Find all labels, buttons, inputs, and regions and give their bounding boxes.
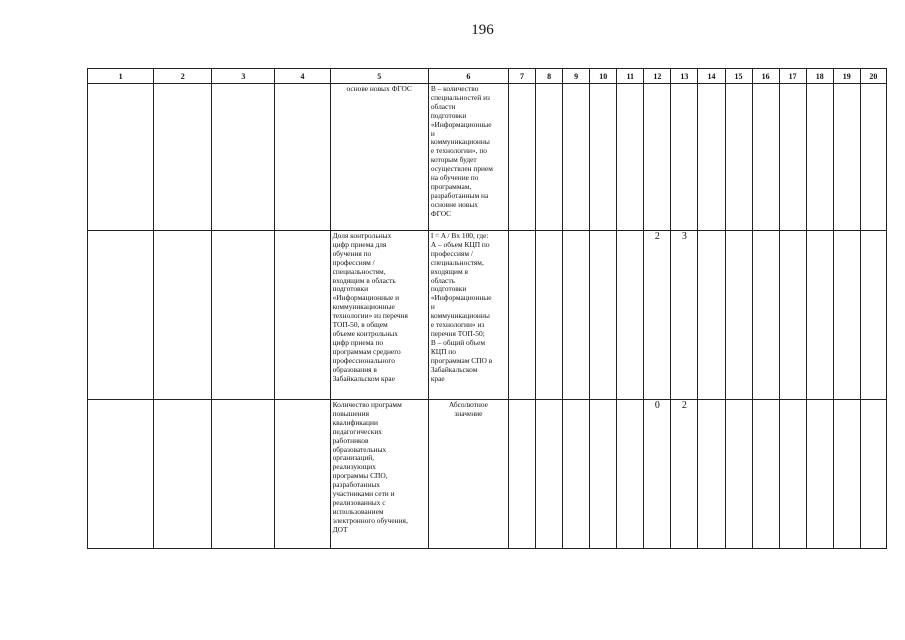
table-cell bbox=[806, 84, 833, 231]
value-cell-col12: 2 bbox=[644, 231, 671, 400]
table-cell bbox=[833, 400, 860, 549]
table-cell bbox=[617, 231, 644, 400]
indicator-name-cell bbox=[330, 400, 428, 549]
calculation-method-cell bbox=[428, 400, 508, 549]
table-cell bbox=[212, 400, 275, 549]
calculation-method-text: I = A / Bх 100, где: А – объем КЦП по профессиям / специальностям, входящим в область подготовки «Информационные и коммуникационны е технологии» из перечня ТОП-50; В – общий объем КЦП по программам СПО в Забайкальском крае bbox=[430, 231, 493, 383]
table-cell bbox=[509, 84, 536, 231]
table-cell bbox=[725, 84, 752, 231]
calculation-method-cell bbox=[428, 84, 508, 231]
calculation-method-cell bbox=[428, 231, 508, 400]
calculation-method-text: Абсолютное значение bbox=[448, 400, 488, 418]
table-cell bbox=[563, 400, 590, 549]
table-row bbox=[88, 400, 887, 549]
table-cell bbox=[88, 84, 154, 231]
column-header: 18 bbox=[806, 69, 833, 84]
column-header: 15 bbox=[725, 69, 752, 84]
table-cell bbox=[698, 231, 725, 400]
column-header: 13 bbox=[671, 69, 698, 84]
table-row bbox=[88, 231, 887, 400]
table-cell bbox=[536, 231, 563, 400]
table-cell bbox=[860, 231, 886, 400]
column-header: 20 bbox=[860, 69, 886, 84]
table-cell bbox=[275, 400, 330, 549]
value-cell-col13: 3 bbox=[671, 231, 698, 400]
column-header: 9 bbox=[563, 69, 590, 84]
table-cell bbox=[563, 84, 590, 231]
column-header: 4 bbox=[275, 69, 330, 84]
column-header: 1 bbox=[88, 69, 154, 84]
table-cell bbox=[779, 400, 806, 549]
table-cell bbox=[590, 400, 617, 549]
table-cell bbox=[617, 84, 644, 231]
column-header: 10 bbox=[590, 69, 617, 84]
table-cell bbox=[509, 400, 536, 549]
value-cell-col12 bbox=[644, 84, 671, 231]
indicator-table bbox=[87, 68, 887, 549]
table-cell bbox=[154, 231, 212, 400]
indicator-name-text: Количество программ повышения квалификации педагогических работников образовательных организаций, реализующих программы СПО, разработанных участниками сети и реализованных с использованием электронного обучения, ДОТ bbox=[332, 400, 408, 534]
column-header: 14 bbox=[698, 69, 725, 84]
table-cell bbox=[154, 400, 212, 549]
table-cell bbox=[725, 400, 752, 549]
indicator-name-text: Доля контрольных цифр приема для обучения по профессиям / специальностям, входящим в область подготовки «Информационные и коммуникационные технологии» из перечня ТОП-50, в общем объеме контрольных цифр приема по программам среднего профессионального образования в Забайкальском крае bbox=[332, 231, 408, 383]
table-cell bbox=[536, 84, 563, 231]
column-header: 12 bbox=[644, 69, 671, 84]
value-cell-col13 bbox=[671, 84, 698, 231]
table-cell bbox=[779, 84, 806, 231]
value-cell-col13: 2 bbox=[671, 400, 698, 549]
table-cell bbox=[509, 231, 536, 400]
table-cell bbox=[88, 400, 154, 549]
table-cell bbox=[590, 84, 617, 231]
table-cell bbox=[563, 231, 590, 400]
column-header: 7 bbox=[509, 69, 536, 84]
value-cell-col12: 0 bbox=[644, 400, 671, 549]
table-cell bbox=[860, 400, 886, 549]
table-cell bbox=[275, 231, 330, 400]
table-cell bbox=[833, 84, 860, 231]
table-cell bbox=[275, 84, 330, 231]
column-header: 5 bbox=[330, 69, 428, 84]
column-header: 17 bbox=[779, 69, 806, 84]
table-cell bbox=[806, 231, 833, 400]
table-cell bbox=[698, 400, 725, 549]
table-cell bbox=[833, 231, 860, 400]
table-cell bbox=[725, 231, 752, 400]
column-header: 2 bbox=[154, 69, 212, 84]
table-row bbox=[88, 84, 887, 231]
table-cell bbox=[752, 400, 779, 549]
calculation-method-text: В – количество специальностей из области подготовки «Информационные и коммуникационны е технологии», по которым будет осуществлен прием на обучение по программам, разработанным на основне новых ФГОС bbox=[430, 84, 493, 218]
page-number: 196 bbox=[471, 22, 494, 38]
column-header: 11 bbox=[617, 69, 644, 84]
indicator-name-cell bbox=[330, 84, 428, 231]
column-header: 16 bbox=[752, 69, 779, 84]
table-cell bbox=[212, 231, 275, 400]
table-cell bbox=[806, 400, 833, 549]
table-cell bbox=[779, 231, 806, 400]
table-cell bbox=[154, 84, 212, 231]
table-cell bbox=[860, 84, 886, 231]
table-cell bbox=[698, 84, 725, 231]
column-header: 8 bbox=[536, 69, 563, 84]
column-header: 6 bbox=[428, 69, 508, 84]
indicator-name-text: основе новых ФГОС bbox=[346, 84, 412, 93]
table-cell bbox=[752, 231, 779, 400]
table-cell bbox=[590, 231, 617, 400]
table-cell bbox=[536, 400, 563, 549]
table-cell bbox=[617, 400, 644, 549]
indicator-name-cell bbox=[330, 231, 428, 400]
column-header: 19 bbox=[833, 69, 860, 84]
column-header: 3 bbox=[212, 69, 275, 84]
table-cell bbox=[212, 84, 275, 231]
header-row bbox=[88, 69, 887, 84]
table-cell bbox=[752, 84, 779, 231]
table-cell bbox=[88, 231, 154, 400]
